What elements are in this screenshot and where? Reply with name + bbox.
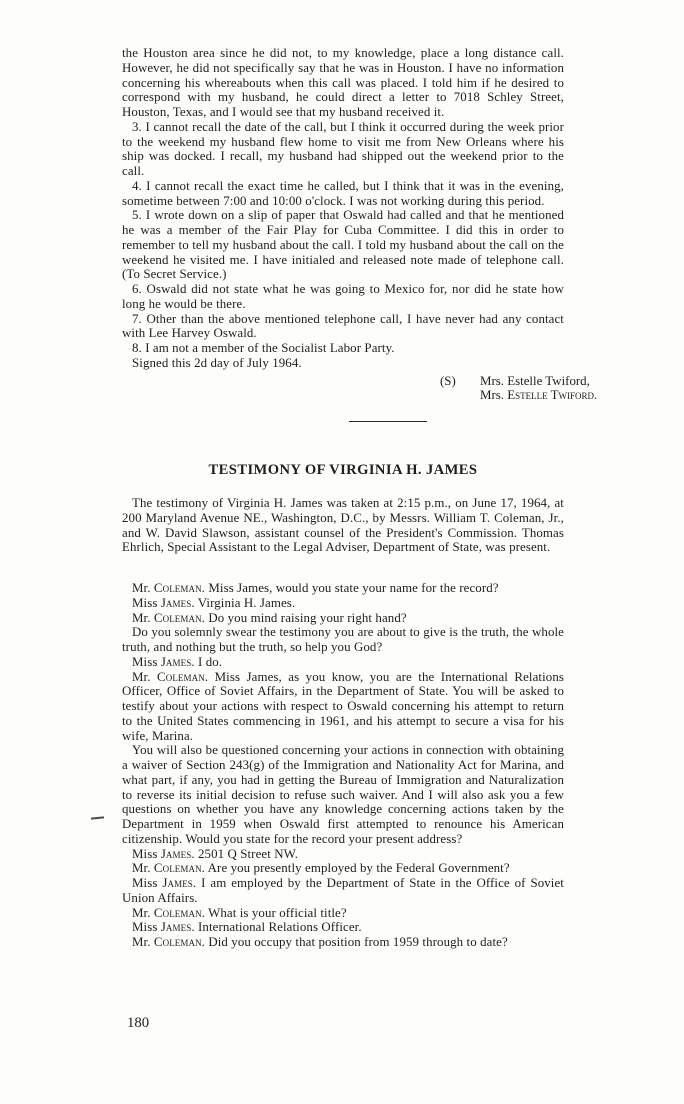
section-divider [349,421,427,422]
qa-line [122,581,564,596]
qa-line [122,655,564,670]
qa-line [122,625,564,655]
affidavit-signed-line: Signed this 2d day of July 1964. [132,355,302,370]
affidavit-item-8: 8. I am not a member of the Socialist Labor Party. [132,341,395,355]
qa-line [122,935,564,950]
qa-transcript [122,581,564,950]
qa-line [122,847,564,862]
qa-line [122,920,564,935]
qa-text: 2501 Q Street NW. [198,846,299,861]
speaker-label: Mr. Coleman. [132,905,206,920]
qa-text: Do you mind raising your right hand? [208,610,407,625]
qa-text: Miss James, as you know, you are the International Relations Officer, Office of Soviet Affairs, in the Department of State. You will be asked to testify about your actions with respect to Oswald concerning his attempt to return to the United States commencing in 1961, and his attempt to secure a visa for his wife, Marina. [122,669,564,743]
qa-text: Do you solemnly swear the testimony you are about to give is the truth, the whole truth, and nothing but the truth, so help you God? [122,625,564,654]
affidavit-item-5: 5. I wrote down on a slip of paper that Oswald had called and that he mentioned he was a member of the Fair Play for Cuba Committee. I did this in order to remember to tell my husband about the call. I told my husband about the call on the weekend he visited me. I have initialed and released note made of telephone call. (To Secret Service.) [122,208,564,282]
affidavit-item-6: 6. Oswald did not state what he was going to Mexico for, nor did he state how long he would be there. [122,282,564,311]
signature-line-1 [440,373,590,389]
speaker-label: Mr. Coleman. [132,861,206,876]
qa-text: Virginia H. James. [197,595,296,610]
testimony-intro-paragraph: The testimony of Virginia H. James was taken at 2:15 p.m., on June 17, 1964, at 200 Maryland Avenue NE., Washington, D.C., by Messrs. William T. Coleman, Jr., and W. David Slawson, assistant counsel of the President's Commission. Thomas Ehrlich, Special Assistant to the Legal Adviser, Department of State, was present. [122,496,564,555]
qa-text: I do. [198,654,223,669]
margin-pen-mark [91,816,104,819]
affidavit-item-3: 3. I cannot recall the date of the call, but I think it occurred during the week prior to the weekend my husband flew home to visit me from New Orleans where his ship was docked. I recall, my husband had shipped out the weekend prior to the call. [122,119,564,178]
qa-text: Miss James, would you state your name for the record? [208,581,499,595]
qa-text: Did you occupy that position from 1959 through to date? [208,935,508,949]
affidavit-item-7: 7. Other than the above mentioned telephone call, I have never had any contact with Lee Harvey Oswald. [122,311,564,341]
qa-line [122,743,564,846]
qa-line [122,670,564,744]
signature-name: Mrs. Estelle Twiford, [480,373,590,388]
speaker-label: Mr. Coleman. [132,935,206,949]
speaker-label: Mr. Coleman. [132,610,206,625]
qa-line [122,611,564,626]
speaker-label: Miss James. [132,654,195,669]
qa-text: International Relations Officer. [198,920,362,935]
signature-line-2 [440,388,598,403]
qa-line [122,906,564,921]
affidavit-item-4: 4. I cannot recall the exact time he called, but I think that it was in the evening, sometime between 7:00 and 10:00 o'clock. I was not working during this period. [122,178,564,208]
speaker-label: Miss James. [132,876,197,890]
qa-line [122,876,564,906]
testimony-heading: TESTIMONY OF VIRGINIA H. JAMES [208,462,478,478]
qa-text: I am employed by the Department of State in the Office of Soviet Union Affairs. [122,876,564,905]
qa-line [122,861,564,876]
signature-block [440,373,598,404]
speaker-label: Miss James. [132,920,195,935]
qa-line [122,596,564,611]
qa-text: You will also be questioned concerning your actions in connection with obtaining a waiver of Section 243(g) of the Immigration and Nationality Act for Marina, and what part, if any, you had in getting the Bureau of Immigration and Naturalization to reverse its initial decision to refuse such waiver. And I will also ask you a few questions on whether you have any knowledge concerning actions taken by the Department in 1959 when Oswald first attempted to renounce his American citizenship. Would you state for the record your present address? [122,743,564,846]
signature-name-printed: Mrs. Estelle Twiford. [480,388,598,403]
affidavit-paragraph: the Houston area since he did not, to my knowledge, place a long distance call. However, he did not specifically say that he was in Houston. I have no information concerning his whereabouts when this call was placed. I told him if he desired to correspond with my husband, he could direct a letter to 7018 Schley Street, Houston, Texas, and I would see that my husband received it. [122,46,564,119]
speaker-label: Miss James. [132,595,195,610]
text-block [122,0,598,950]
speaker-label: Miss James. [132,846,195,861]
signed-mark: (S) [440,373,456,388]
speaker-label: Mr. Coleman. [132,581,206,595]
qa-text: Are you presently employed by the Federal Government? [207,861,510,876]
page-number: 180 [127,1015,150,1031]
speaker-label: Mr. Coleman. [132,669,209,684]
qa-text: What is your official title? [208,905,347,920]
affidavit-section [122,46,598,403]
